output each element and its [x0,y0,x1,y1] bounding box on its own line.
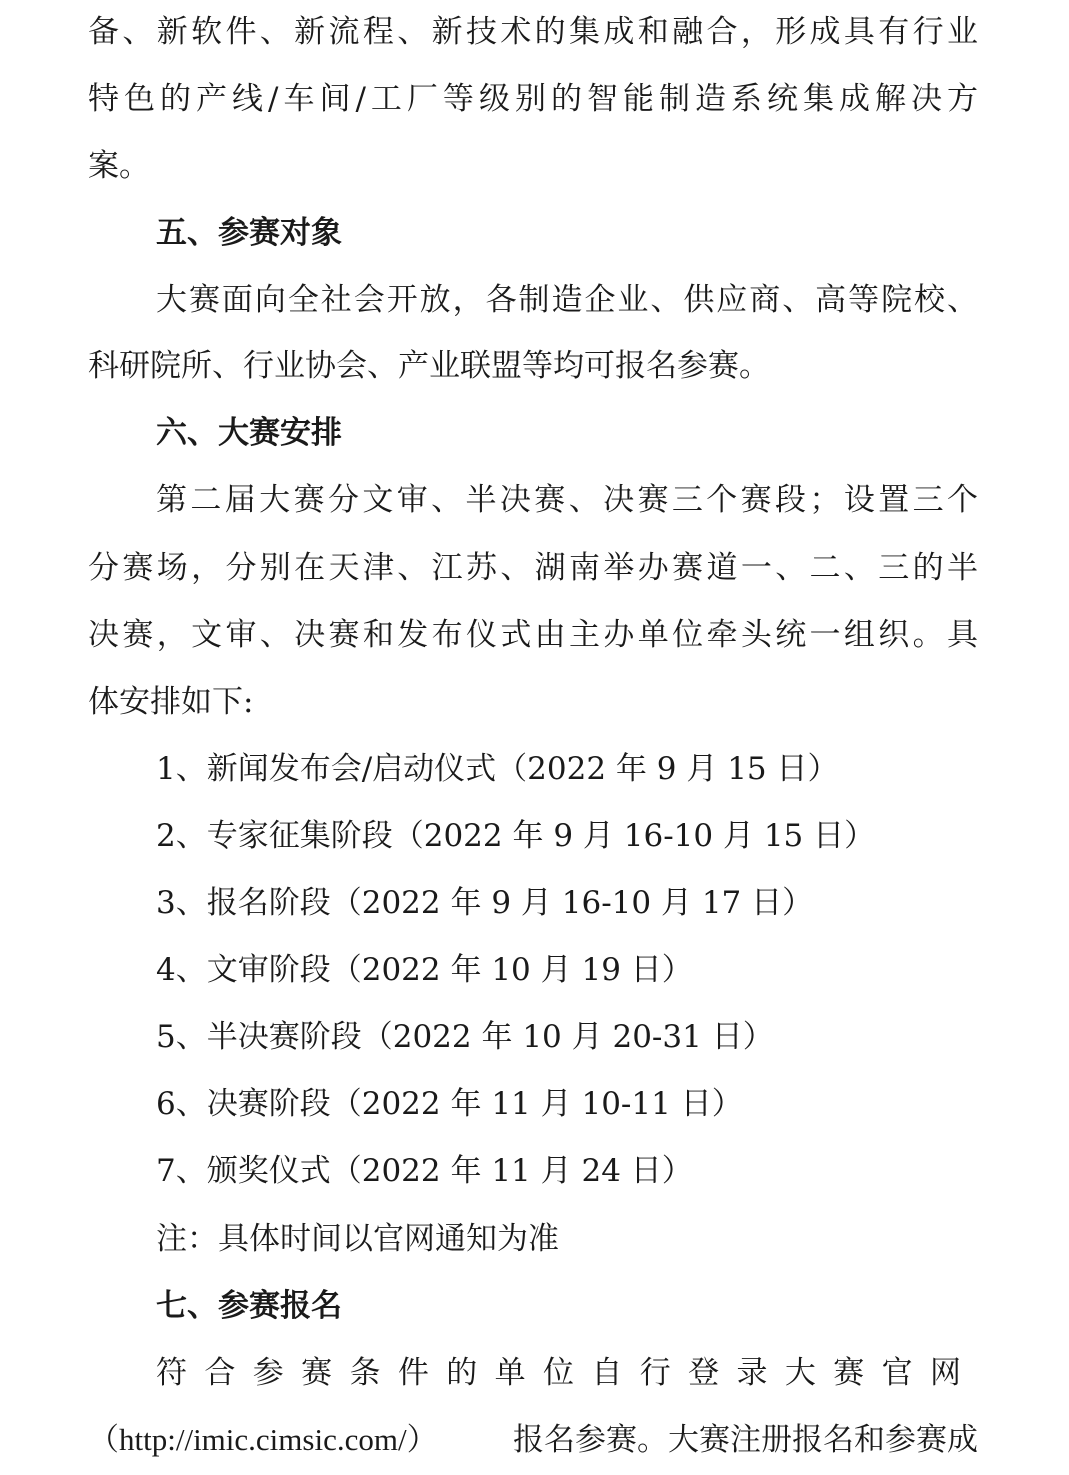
schedule-item: 5、半决赛阶段（2022 年 10 月 20-31 日） [156,1019,774,1055]
section-6-line-4: 体安排如下: [88,684,254,720]
section-7-line-2-text: 报名参赛。大赛注册报名和参赛成 [513,1422,978,1458]
section-6-heading: 六、大赛安排 [156,415,342,451]
section-6-line-2: 分赛场，分别在天津、江苏、湖南举办赛道一、二、三的半 [88,550,978,586]
schedule-item: 3、报名阶段（2022 年 9 月 16-10 月 17 日） [156,885,814,921]
section-7-heading: 七、参赛报名 [156,1288,342,1324]
official-website-url[interactable]: （http://imic.cimsic.com/） [88,1422,438,1457]
schedule-item: 6、决赛阶段（2022 年 11 月 10-11 日） [156,1086,743,1122]
schedule-item: 7、颁奖仪式（2022 年 11 月 24 日） [156,1153,693,1189]
schedule-note: 注：具体时间以官网通知为准 [156,1221,559,1257]
schedule-item: 2、专家征集阶段（2022 年 9 月 16-10 月 15 日） [156,818,876,854]
section-7-line-2 [88,1420,978,1460]
section-5-line-2: 科研院所、行业协会、产业联盟等均可报名参赛。 [88,348,770,384]
intro-line-2: 特色的产线/车间/工厂等级别的智能制造系统集成解决方 [88,81,978,117]
section-5-line-1: 大赛面向全社会开放，各制造企业、供应商、高等院校、 [156,282,978,318]
schedule-item: 1、新闻发布会/启动仪式（2022 年 9 月 15 日） [156,751,839,787]
intro-line-3: 案。 [88,148,150,184]
section-6-line-3: 决赛，文审、决赛和发布仪式由主办单位牵头统一组织。具 [88,617,978,653]
schedule-item: 4、文审阶段（2022 年 10 月 19 日） [156,952,693,988]
intro-line-1: 备、新软件、新流程、新技术的集成和融合，形成具有行业 [88,14,978,50]
section-5-heading: 五、参赛对象 [156,215,342,251]
section-7-line-1: 符合参赛条件的单位自行登录大赛官网 [156,1355,978,1391]
section-6-line-1: 第二届大赛分文审、半决赛、决赛三个赛段；设置三个 [156,482,978,518]
